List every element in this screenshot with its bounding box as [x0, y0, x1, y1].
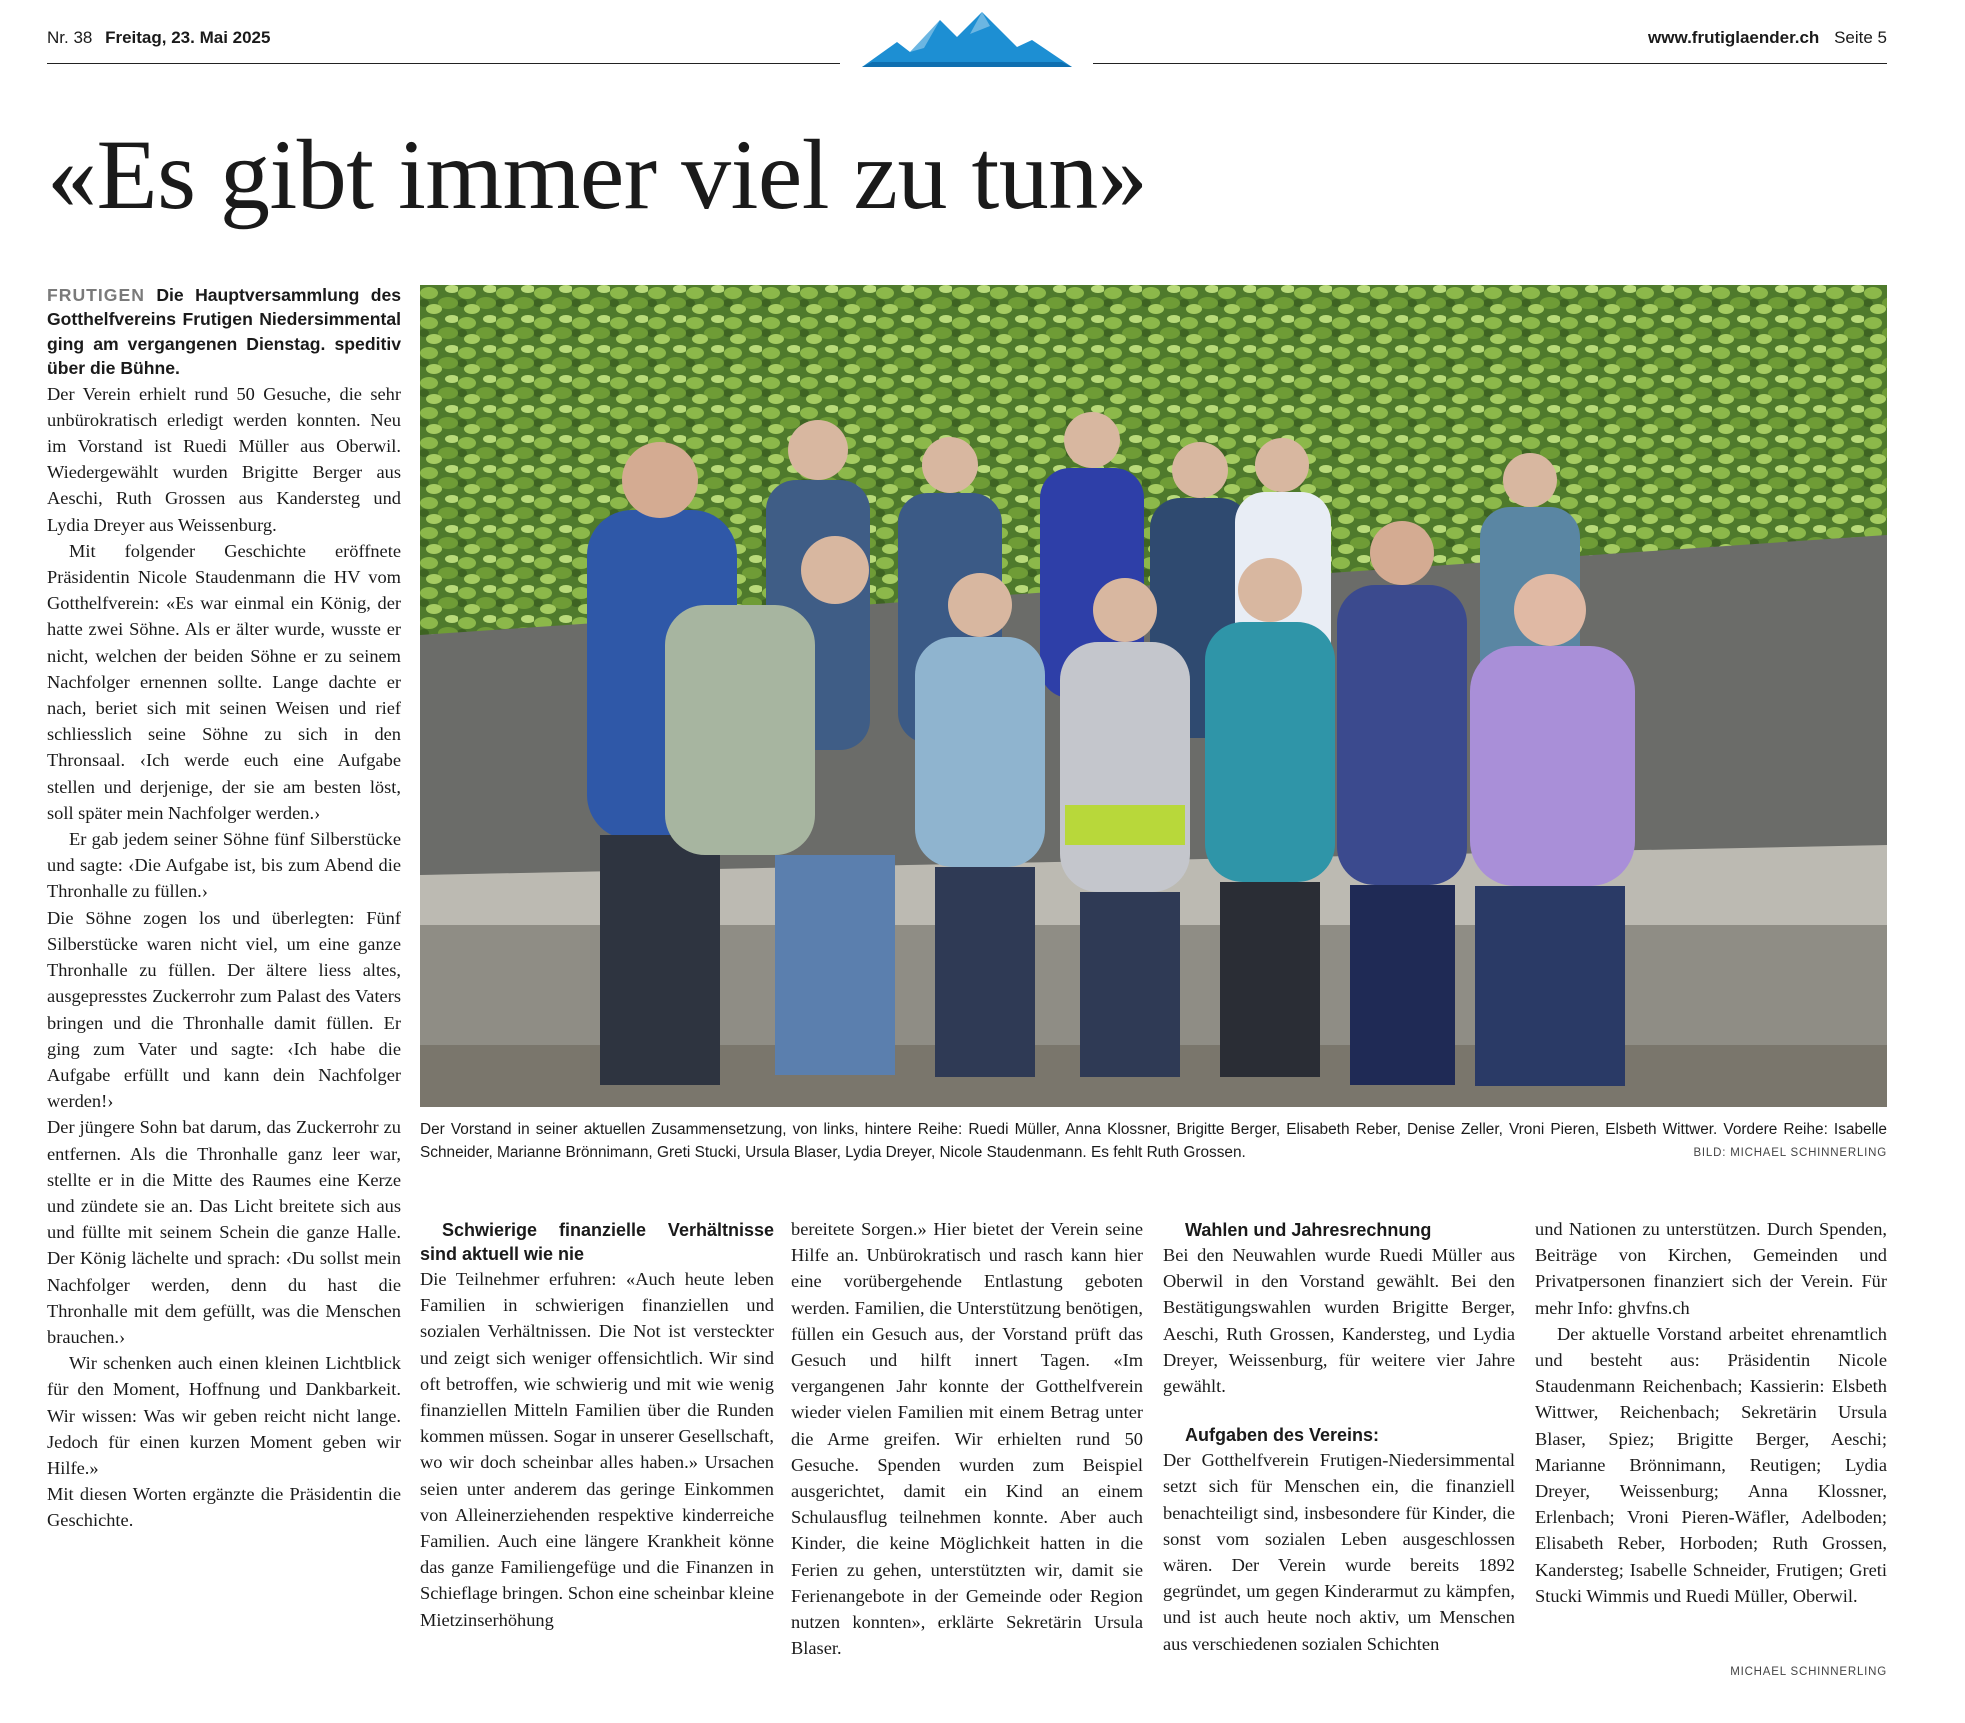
person-front-row	[915, 637, 1045, 867]
paragraph: Die Söhne zogen los und überlegten: Fünf Silberstücke waren nicht viel, um eine ganze Thronhalle zu füllen. Der ältere liess altes, ausgepresstes Zuckerrohr zum Palast des Vaters bringen und die Thronhalle damit füllen. Er ging zum Vater und sagte: ‹Ich habe die Aufgabe erfüllt und kann dein Nachfolger werden!›	[47, 907, 401, 1112]
paragraph: bereitete Sorgen.» Hier bietet der Verein seine Hilfe an. Unbürokratisch und rasch kann hier eine vorübergehende Entlastung geboten werden. Familien, die Unterstützung benötigen, füllen ein Gesuch aus, der Vorstand prüft das Gesuch und hilft innert Tagen. «Im vergangenen Jahr konnte der Gotthelfverein wieder vielen Familien mit einem Betrag unter die Arme greifen. Wir erhielten rund 50 Gesuche. Spenden wurden zum Beispiel ausgerichtet, damit ein Kind an einem Schulausflug teilnehmen konnte. Aber auch Kinder, die keine Möglichkeit hatten in die Ferien zu gehen, unterstützten wir, damit sie Ferienangebote in der Gemeinde oder Region nutzen konnten», erklärte Sekretärin Ursula Blaser.	[791, 1219, 1143, 1659]
column-3	[791, 1216, 1143, 1661]
person-front-row	[1470, 646, 1635, 886]
header-left	[47, 28, 270, 48]
paragraph: Bei den Neuwahlen wurde Ruedi Müller aus Oberwil in den Vorstand gewählt. Bei den Bestätigungswahlen wurden Brigitte Berger, Aeschi, Ruth Grossen, Kandersteg, und Lydia Dreyer, Weissenburg, für weitere vier Jahre gewählt.	[1163, 1245, 1515, 1397]
person-front-row	[1337, 585, 1467, 885]
column-1	[47, 283, 401, 1534]
column-4	[1163, 1218, 1515, 1657]
subheading: Schwierige finanzielle Verhältnisse sind aktuell wie nie	[420, 1220, 774, 1264]
paragraph: Er gab jedem seiner Söhne fünf Silberstücke und sagte: ‹Die Aufgabe ist, bis zum Abend die Thronhalle zu füllen.›	[47, 829, 401, 902]
paragraph: Der Gotthelfverein Frutigen-Niedersimmental setzt sich für Menschen ein, die finanziell benachteiligt sind, insbesondere für Kinder, die sonst vom sozialen Leben ausgeschlossen wären. Der Verein wurde bereits 1892 gegründet, um gegen Kinderarmut zu kämpfen, und ist auch heute noch aktiv, um Menschen aus verschiedenen sozialen Schichten	[1163, 1450, 1515, 1654]
header-rule-right	[1093, 63, 1887, 64]
person-front-row	[1060, 642, 1190, 892]
column-5	[1535, 1216, 1887, 1609]
photo-caption: Der Vorstand in seiner aktuellen Zusammensetzung, von links, hintere Reihe: Ruedi Müller, Anna Klossner, Brigitte Berger, Elisabeth Reber, Denise Zeller, Vroni Pieren, Elsbeth Wittwer. Vordere Reihe: Isabelle Schneider, Marianne Brönnimann, Greti Stucki, Ursula Blaser, Lydia Dreyer, Nicole Staudenmann. Es fehlt Ruth Grossen.	[420, 1121, 1887, 1161]
paragraph: Wir schenken auch einen kleinen Lichtblick für den Moment, Hoffnung und Dankbarkeit. Wir wissen: Was wir geben reicht nicht lange. Jedoch für einen kurzen Moment geben wir Hilfe.»	[47, 1353, 401, 1478]
person-front-row	[1205, 622, 1335, 882]
header-right	[1648, 28, 1887, 48]
article-lead	[47, 283, 401, 381]
paragraph: Der aktuelle Vorstand arbeitet ehrenamtlich und besteht aus: Präsidentin Nicole Staudenmann Reichenbach; Kassierin: Elsbeth Wittwer, Reichenbach; Sekretärin Ursula Blaser, Spiez; Brigitte Berger, Aeschi; Marianne Brönnimann, Reutigen; Lydia Dreyer, Weissenburg; Anna Klossner, Erlenbach; Vroni Pieren-Wäfler, Adelboden; Elisabeth Reber, Horboden; Ruth Grossen, Kandersteg; Isabelle Schneider, Frutigen; Greti Stucki Wimmis und Ruedi Müller, Oberwil.	[1535, 1323, 1887, 1606]
subheading: Wahlen und Jahresrechnung	[1185, 1220, 1432, 1240]
issue-date: Freitag, 23. Mai 2025	[105, 28, 271, 47]
photo-credit: BILD: MICHAEL SCHINNERLING	[1693, 1147, 1887, 1159]
paragraph: Mit folgender Geschichte eröffnete Präsidentin Nicole Staudenmann die HV vom Gotthelfverein: «Es war einmal ein König, der hatte zwei Söhne. Als er älter wurde, wusste er nicht, welchen der beiden Söhne er zu seinem Nachfolger ernennen sollte. Lange dachte er nach, beriet sich mit seinen Weisen und rief schliesslich seine Söhne zu sich in den Thronsaal. ‹Ich werde euch eine Aufgabe stellen und derjenige, der sie am besten löst, soll später mein Nachfolger werden.›	[47, 540, 401, 823]
person-front-row	[665, 605, 815, 855]
group-photo	[420, 285, 1887, 1107]
paragraph: Der Verein erhielt rund 50 Gesuche, die sehr unbürokratisch erledigt werden konnten. Neu im Vorstand ist Ruedi Müller aus Oberwil. Wiedergewählt wurden Brigitte Berger aus Aeschi, Ruth Grossen aus Kandersteg und Lydia Dreyer aus Weissenburg.	[47, 383, 401, 535]
lead-text: Die Hauptversammlung des Gotthelfvereins Frutigen Niedersimmental ging am vergangenen Dienstag. speditiv über die Bühne.	[47, 285, 402, 379]
subheading: Aufgaben des Vereins:	[1185, 1425, 1380, 1446]
paragraph: Mit diesen Worten ergänzte die Präsidentin die Geschichte.	[47, 1484, 401, 1531]
header-rule-left	[47, 63, 840, 64]
issue-number: Nr. 38	[47, 28, 93, 47]
paragraph: Die Teilnehmer erfuhren: «Auch heute leben Familien in schwierigen finanziellen und sozialen Verhältnissen. Die Not ist versteckter und zeigt sich weniger offensichtlich. Wir sind oft betroffen, wie schwierig und mit wie wenig finanziellen Mitteln Familien über die Runden kommen müssen. Sogar in unserer Gesellschaft, wo wir doch scheinbar alles haben.» Ursachen seien unter anderem das geringe Einkommen von Alleinerziehenden respektive kinderreiche Familien. Auch eine längere Krankheit könne das ganze Familiengefüge und die Finanzen in Schieflage bringen. Schon eine scheinbar kleine Mietzinserhöhung	[420, 1269, 774, 1630]
author-byline: MICHAEL SCHINNERLING	[1730, 1666, 1887, 1678]
lead-kicker: FRUTIGEN	[47, 285, 145, 305]
article-headline: «Es gibt immer viel zu tun»	[47, 119, 1148, 230]
paragraph: Der jüngere Sohn bat darum, das Zuckerrohr zu entfernen. Als die Thronhalle ganz leer war, stellte er in die Mitte des Raumes eine Kerze und zündete sie an. Das Licht breitete sich aus und füllte mit seinem Schein die ganze Halle. Der König lächelte und sprach: ‹Du sollst mein Nachfolger werden, denn du hast die Thronhalle mit dem gefüllt, was die Menschen brauchen.›	[47, 1117, 401, 1347]
column-2	[420, 1218, 774, 1633]
mountain-logo-icon	[862, 12, 1072, 67]
paragraph: und Nationen zu unterstützen. Durch Spenden, Beiträge von Kirchen, Gemeinden und Privatpersonen finanziert sich der Verein. Für mehr Info: ghvfns.ch	[1535, 1219, 1887, 1318]
photo-illustration	[420, 285, 1887, 1107]
website-link[interactable]: www.frutiglaender.ch	[1648, 28, 1820, 47]
page-number: Seite 5	[1834, 28, 1887, 47]
